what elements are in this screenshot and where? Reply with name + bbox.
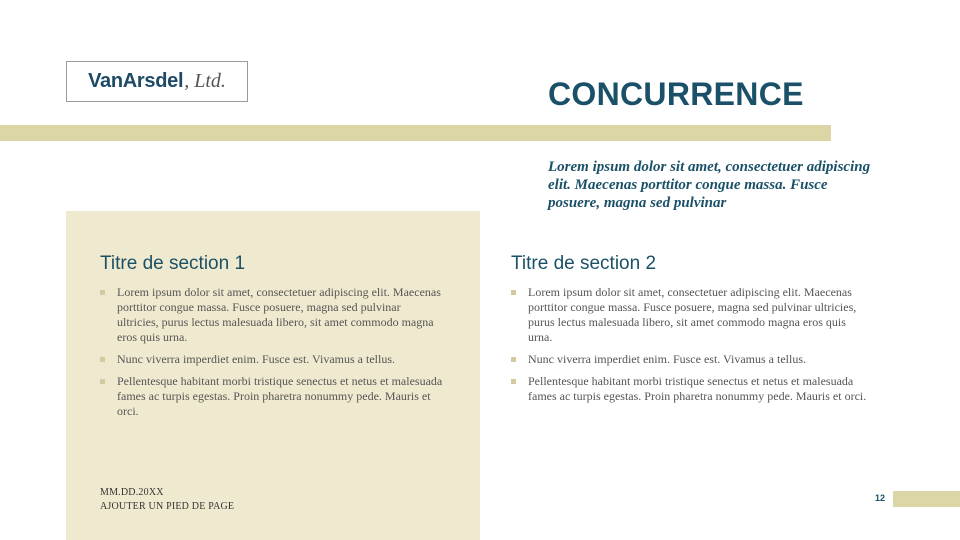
page-number: 12: [875, 493, 886, 503]
bullet-marker: [511, 379, 516, 384]
company-logo: [66, 61, 248, 102]
bullet-marker: [100, 357, 105, 362]
list-item: [100, 285, 445, 345]
list-item: [100, 352, 445, 367]
logo-main-text: VanArsdel: [88, 70, 184, 92]
list-item: [511, 352, 871, 367]
section-1: [100, 253, 445, 426]
bullet-marker: [511, 290, 516, 295]
bullet-marker: [100, 290, 105, 295]
section-2-heading: Titre de section 2: [511, 253, 657, 274]
slide-subtitle: Lorem ipsum dolor sit amet, consectetuer adipiscing elit. Maecenas porttitor congue massa. Fusce posuere, magna sed pulvinar: [548, 159, 871, 211]
bullet-text: Nunc viverra imperdiet enim. Fusce est. Vivamus a tellus.: [528, 352, 806, 366]
section-2: [511, 253, 871, 411]
bullet-text: Pellentesque habitant morbi tristique senectus et netus et malesuada fames ac turpis egestas. Proin pharetra nonummy pede. Mauris et orci.: [528, 374, 867, 403]
bullet-text: Lorem ipsum dolor sit amet, consectetuer adipiscing elit. Maecenas porttitor congue massa. Fusce posuere, magna sed pulvinar ultricies, purus lectus malesuada libero, sit amet commodo magna eros quis urna.: [117, 285, 441, 344]
section-1-heading: Titre de section 1: [100, 253, 246, 274]
title-accent-band: [0, 125, 831, 141]
bullet-marker: [100, 379, 105, 384]
page-number-band: [893, 491, 960, 507]
footer-date: MM.DD.20XX: [100, 487, 164, 498]
bullet-text: Nunc viverra imperdiet enim. Fusce est. Vivamus a tellus.: [117, 352, 395, 366]
slide-title: CONCURRENCE: [548, 76, 804, 112]
footer-label: AJOUTER UN PIED DE PAGE: [100, 501, 235, 512]
bullet-text: Lorem ipsum dolor sit amet, consectetuer adipiscing elit. Maecenas porttitor congue massa. Fusce posuere, magna sed pulvinar ultricies, purus lectus malesuada libero, sit amet commodo magna eros quis urna.: [528, 285, 857, 344]
section-1-bullets: [100, 285, 445, 419]
section-2-bullets: [511, 285, 871, 404]
list-item: [511, 285, 871, 345]
bullet-marker: [511, 357, 516, 362]
bullet-text: Pellentesque habitant morbi tristique senectus et netus et malesuada fames ac turpis egestas. Proin pharetra nonummy pede. Mauris et orci.: [117, 374, 443, 418]
list-item: [511, 374, 871, 404]
logo-sub-text: , Ltd.: [184, 70, 226, 92]
list-item: [100, 374, 445, 419]
